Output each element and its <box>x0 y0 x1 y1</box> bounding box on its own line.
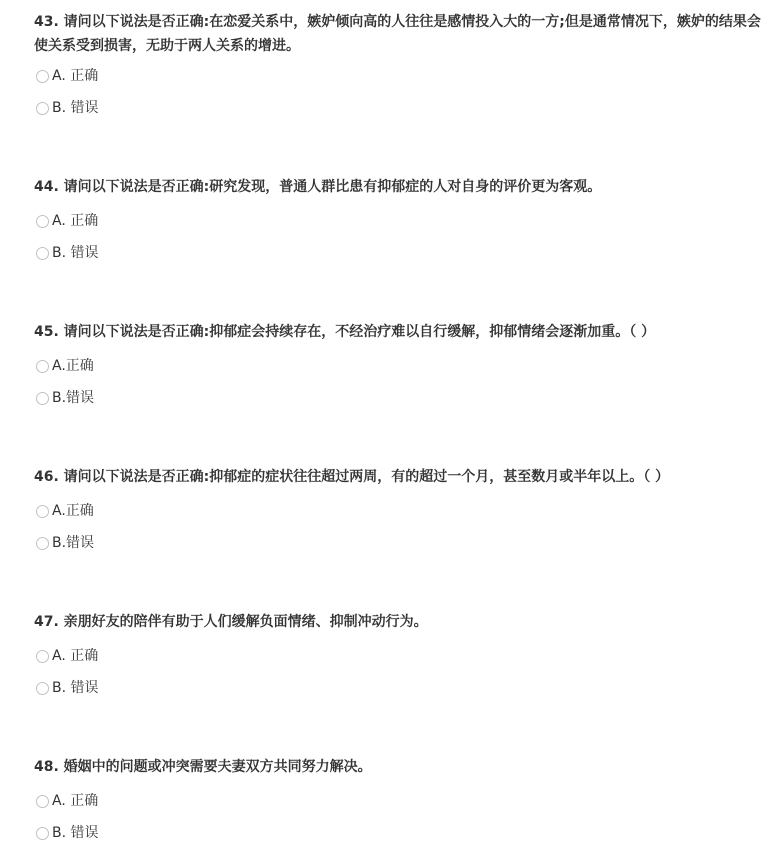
radio-button[interactable] <box>36 215 49 228</box>
option-label: B. 错误 <box>52 100 99 116</box>
option-label: A.正确 <box>52 503 94 519</box>
option-a[interactable] <box>36 791 98 811</box>
option-label: A.正确 <box>52 358 94 374</box>
radio-button[interactable] <box>36 795 49 808</box>
option-a[interactable] <box>36 646 98 666</box>
option-b[interactable] <box>36 98 99 118</box>
option-a[interactable] <box>36 211 98 231</box>
option-b[interactable] <box>36 678 99 698</box>
radio-button[interactable] <box>36 650 49 663</box>
option-a[interactable] <box>36 66 98 86</box>
option-label: B. 错误 <box>52 245 99 261</box>
radio-button[interactable] <box>36 102 49 115</box>
radio-button[interactable] <box>36 537 49 550</box>
radio-button[interactable] <box>36 505 49 518</box>
radio-button[interactable] <box>36 827 49 840</box>
option-label: B. 错误 <box>52 825 99 841</box>
option-label: B. 错误 <box>52 680 99 696</box>
option-label: A. 正确 <box>52 793 99 809</box>
option-b[interactable] <box>36 388 94 408</box>
question-title: 44. 请问以下说法是否正确:研究发现，普通人群比患有抑郁症的人对自身的评价更为客观。 <box>34 179 602 195</box>
option-label: B.错误 <box>52 535 95 551</box>
option-a[interactable] <box>36 501 94 521</box>
question-title: 45. 请问以下说法是否正确:抑郁症会持续存在，不经治疗难以自行缓解，抑郁情绪会逐渐加重。（ ） <box>34 324 656 340</box>
question-title: 48. 婚姻中的问题或冲突需要夫妻双方共同努力解决。 <box>34 759 372 775</box>
radio-button[interactable] <box>36 247 49 260</box>
radio-button[interactable] <box>36 360 49 373</box>
option-label: B.错误 <box>52 390 95 406</box>
option-label: A. 正确 <box>52 648 99 664</box>
radio-button[interactable] <box>36 392 49 405</box>
question-title: 43. 请问以下说法是否正确:在恋爱关系中，嫉妒倾向高的人往往是感情投入大的一方;但是通常情况下，嫉妒的结果会使关系受到损害，无助于两人关系的增进。 <box>34 14 761 54</box>
option-label: A. 正确 <box>52 68 99 84</box>
question-title: 47. 亲朋好友的陪伴有助于人们缓解负面情绪、抑制冲动行为。 <box>34 614 428 630</box>
radio-button[interactable] <box>36 70 49 83</box>
radio-button[interactable] <box>36 682 49 695</box>
option-b[interactable] <box>36 243 99 263</box>
option-b[interactable] <box>36 533 94 553</box>
option-a[interactable] <box>36 356 94 376</box>
option-b[interactable] <box>36 823 99 843</box>
option-label: A. 正确 <box>52 213 99 229</box>
question-title: 46. 请问以下说法是否正确:抑郁症的症状往往超过两周，有的超过一个月，甚至数月或半年以上。（ ） <box>34 469 670 485</box>
